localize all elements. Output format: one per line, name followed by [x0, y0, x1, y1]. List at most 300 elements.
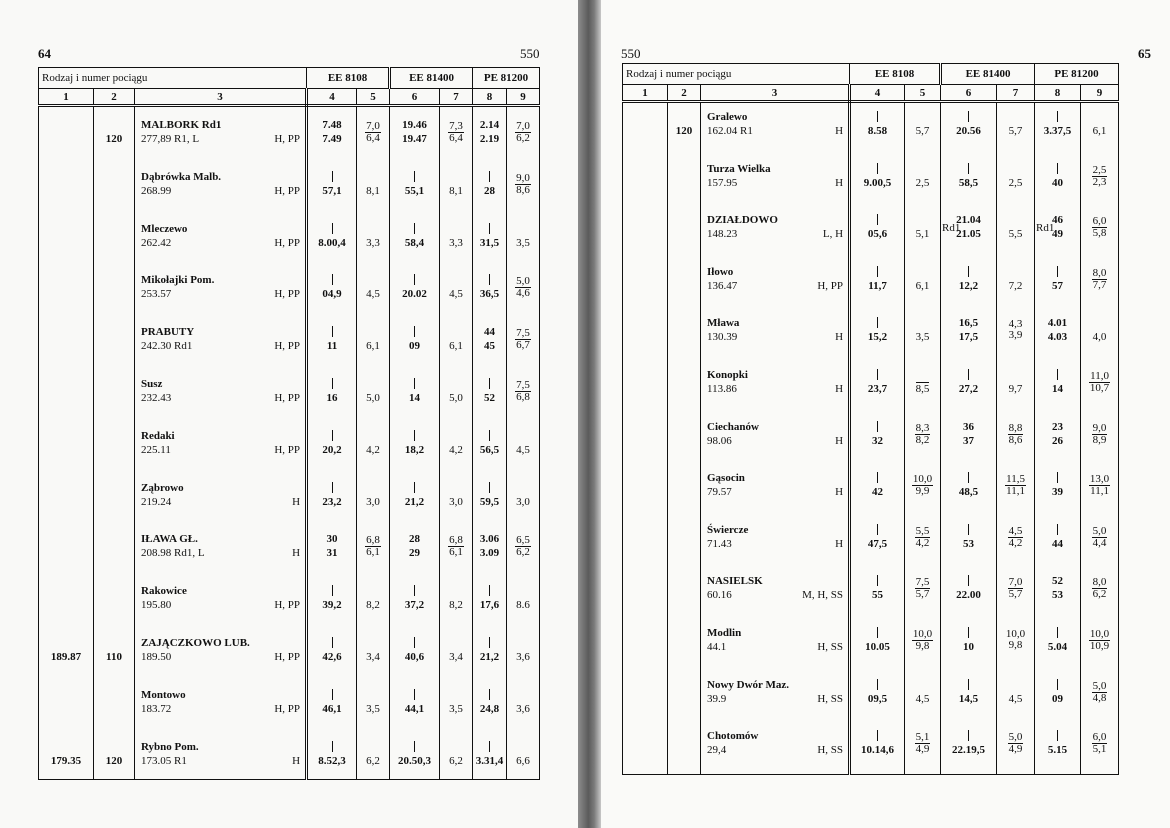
section-time [357, 444, 389, 456]
time-lower: 21.05 [956, 228, 981, 241]
time-lower: 09,5 [867, 692, 888, 705]
fraction-lower: 6,2 [1092, 588, 1107, 601]
section-time [440, 599, 472, 611]
time-lower: 24,8 [479, 702, 500, 715]
right-timetable-number: 550 [621, 46, 641, 61]
fraction-upper: 5,1 [915, 731, 930, 744]
fraction-upper: 5,0 [516, 275, 530, 288]
section-time-value: 3,0 [366, 495, 380, 508]
time-upper: 2.14 [479, 119, 500, 131]
fraction-upper: 7,0 [1008, 576, 1023, 589]
pass-through-mark [851, 266, 904, 280]
pass-through-mark [851, 214, 904, 228]
column-number: 6 [390, 89, 440, 106]
section-time [440, 535, 472, 558]
fraction-lower: 4,6 [516, 287, 530, 300]
time-lower: 5.15 [1047, 744, 1068, 757]
column-7 [997, 103, 1034, 774]
section-time-value: 8,5 [915, 383, 930, 395]
section-time-value: 6,6 [516, 754, 530, 767]
time-lower: 14 [409, 392, 421, 404]
section-time [440, 121, 472, 144]
section-time [905, 423, 940, 446]
section-time-value: 3,6 [516, 702, 530, 715]
time-upper: 46 [1052, 214, 1064, 227]
station-km: 98.06 [707, 434, 732, 447]
section-time [905, 474, 940, 497]
station-km: 71.43 [707, 537, 732, 550]
stack-upper: 10,0 [1005, 628, 1026, 640]
train-type-label: Rodzaj i numer pociągu [623, 64, 850, 85]
pass-through-mark [473, 741, 506, 755]
section-time [440, 237, 472, 249]
column-number: 5 [905, 85, 941, 102]
section-time-value: 4,0 [1092, 331, 1107, 344]
section-time [357, 496, 389, 508]
pass-through-mark [941, 111, 996, 125]
section-time-value: 2,5 [1008, 176, 1023, 189]
time-lower: 27,2 [958, 383, 979, 395]
fraction-upper: 8,8 [1008, 421, 1023, 434]
station-name: Rybno Pom. [141, 740, 199, 753]
column-3 [135, 107, 305, 779]
column-number: 6 [941, 85, 997, 102]
section-time-value: 5,0 [449, 392, 463, 404]
section-time-fraction [1092, 165, 1108, 188]
section-time-value: 3,5 [915, 331, 930, 344]
fraction-upper: 5,5 [915, 524, 930, 537]
pass-through-mark [390, 430, 439, 444]
column-number: 2 [94, 89, 135, 106]
time-lower: 10.14,6 [861, 744, 895, 757]
fraction-lower: 4,2 [915, 536, 930, 549]
platform-note: Rd1 [1036, 222, 1055, 235]
time-lower: 3.09 [479, 547, 500, 560]
section-time [440, 392, 472, 404]
time-lower: 17,5 [958, 331, 979, 344]
column-4 [308, 107, 356, 779]
fraction-upper: 6,0 [1092, 215, 1107, 228]
time-lower: 16 [326, 392, 338, 404]
section-time [997, 125, 1034, 137]
time-upper: 44 [484, 326, 496, 339]
section-time [357, 651, 389, 663]
section-time-fraction [515, 535, 531, 558]
section-time [357, 535, 389, 558]
column-number: 9 [507, 89, 540, 106]
time-lower: 21,2 [479, 651, 500, 663]
time-lower: 28 [484, 184, 496, 197]
pass-through-mark [851, 111, 904, 125]
fraction-upper: 2,5 [1092, 163, 1107, 176]
pass-through-mark [941, 575, 996, 589]
column-number: 7 [440, 89, 473, 106]
station-km: 113.86 [707, 383, 737, 395]
fraction-upper: 6,5 [516, 534, 530, 547]
station-codes: H, SS [817, 744, 844, 757]
station-name: Mikołajki Pom. [141, 274, 215, 287]
fraction-lower: 4,2 [1008, 536, 1023, 549]
time-lower: 52 [484, 392, 496, 404]
time-upper: 19.46 [402, 119, 427, 131]
section-time [507, 651, 539, 663]
section-time [507, 380, 539, 403]
section-time [440, 651, 472, 663]
section-time [997, 474, 1034, 497]
time-upper: 21.04 [956, 214, 981, 227]
fraction-lower: 5,1 [1092, 743, 1107, 756]
section-time-value: 3,6 [516, 651, 530, 663]
fraction-lower: 6,1 [449, 546, 463, 559]
time-lower: 59,5 [479, 495, 500, 508]
right-timetable [622, 63, 1119, 775]
pass-through-mark [390, 274, 439, 288]
column-2 [668, 103, 700, 774]
station-name: Montowo [141, 688, 186, 701]
section-time [507, 237, 539, 249]
pass-through-mark [390, 171, 439, 185]
section-time-fraction [1005, 474, 1026, 497]
section-time [905, 228, 940, 240]
column-7 [440, 107, 472, 779]
section-time-fraction [1092, 681, 1108, 704]
section-time [440, 703, 472, 715]
fraction-lower: 8,6 [1008, 433, 1023, 446]
time-lower: 58,5 [958, 176, 979, 189]
station-codes: H, SS [817, 641, 844, 653]
fraction-lower: 11,1 [1090, 485, 1109, 498]
fraction-upper: 7,0 [516, 120, 530, 132]
time-lower: 3.31,4 [475, 754, 504, 767]
time-lower: 15,2 [867, 331, 888, 344]
time-upper: 7.48 [322, 119, 342, 131]
section-time [1081, 423, 1118, 446]
station-name: Gąsocin [707, 472, 745, 485]
station-codes: H [835, 537, 844, 550]
section-time [997, 280, 1034, 292]
fraction-lower: 6,2 [516, 546, 530, 559]
pass-through-mark [390, 482, 439, 496]
column-number: 5 [357, 89, 390, 106]
pass-through-mark [1035, 679, 1080, 693]
fraction-lower: 5,7 [1008, 588, 1023, 601]
station-codes: H [835, 383, 844, 395]
station-km: 253.57 [141, 288, 172, 301]
station-codes: H, PP [274, 443, 301, 456]
pass-through-mark [473, 585, 506, 599]
station-km: 183.72 [141, 702, 172, 715]
pass-through-mark [308, 274, 356, 288]
time-lower: 39 [1052, 486, 1064, 499]
section-time [1081, 216, 1118, 239]
section-time-value: 8,1 [366, 184, 380, 197]
fraction-lower: 5,8 [1092, 227, 1107, 240]
line-speed: 110 [106, 651, 122, 663]
section-time-value: 4,5 [516, 443, 530, 456]
section-time-fraction [1008, 423, 1024, 446]
time-lower: 40 [1052, 176, 1064, 189]
fraction-upper: 7,5 [516, 327, 530, 340]
fraction-upper: 9,0 [1092, 421, 1107, 434]
pass-through-mark [308, 326, 356, 340]
station-km: 130.39 [707, 331, 738, 344]
station-name: Ząbrowo [141, 481, 184, 494]
section-time [440, 288, 472, 300]
pass-through-mark [1035, 730, 1080, 744]
train-number-header: EE 81400 [390, 68, 473, 89]
pass-through-mark [390, 585, 439, 599]
section-time-value: 5,5 [1008, 228, 1023, 241]
section-time-stack [1008, 319, 1024, 341]
time-upper: 28 [409, 533, 421, 546]
pass-through-mark [390, 326, 439, 340]
section-time-value: 8,2 [449, 599, 463, 612]
section-time [997, 693, 1034, 705]
section-time-value: 3,4 [366, 651, 380, 663]
fraction-lower: 9,8 [915, 640, 930, 652]
section-time [357, 121, 389, 144]
station-codes: H [835, 176, 844, 189]
section-time [1081, 681, 1118, 704]
time-lower: 05,6 [867, 228, 888, 241]
station-km: 136.47 [707, 279, 738, 292]
station-name: Gralewo [707, 111, 748, 123]
pass-through-mark [941, 369, 996, 383]
pass-through-mark [851, 163, 904, 177]
right-page-number: 65 [1138, 46, 1151, 61]
station-name: DZIAŁDOWO [707, 214, 778, 227]
time-lower: 57,1 [322, 184, 342, 197]
column-9 [1081, 103, 1118, 774]
section-time [440, 755, 472, 767]
time-upper: 16,5 [958, 317, 979, 330]
stack-upper: 4,3 [1008, 318, 1023, 331]
time-lower: 14 [1052, 383, 1064, 395]
column-4 [851, 103, 904, 774]
time-lower: 8.58 [867, 125, 888, 137]
section-time [357, 599, 389, 611]
fraction-upper: 6,8 [449, 534, 463, 547]
section-time-fraction [1092, 526, 1108, 549]
pass-through-mark [390, 741, 439, 755]
left-page-number: 64 [38, 46, 51, 61]
station-codes: H, PP [274, 340, 301, 353]
pass-through-mark [1035, 627, 1080, 641]
section-time-fraction [365, 535, 381, 558]
book-gutter [578, 0, 601, 828]
platform-note: Rd1 [942, 222, 961, 235]
station-name: Świercze [707, 523, 749, 536]
pass-through-mark [473, 482, 506, 496]
section-time [507, 496, 539, 508]
pass-through-mark [308, 482, 356, 496]
time-lower: 29 [409, 547, 421, 560]
column-2 [94, 107, 134, 779]
section-time [507, 444, 539, 456]
pass-through-mark [390, 378, 439, 392]
station-km: 60.16 [707, 589, 732, 602]
fraction-lower: 10,9 [1089, 640, 1110, 652]
section-time-value: 4,5 [366, 288, 380, 301]
section-time [1081, 577, 1118, 600]
section-time [997, 577, 1034, 600]
station-codes: H, PP [817, 279, 844, 292]
station-km: 208.98 Rd1, L [141, 547, 205, 560]
fraction-lower: 4,4 [1092, 536, 1107, 549]
section-time-fraction [1092, 577, 1108, 600]
train-number-header: EE 8108 [307, 68, 390, 89]
station-codes: H [292, 754, 301, 767]
section-time [357, 703, 389, 715]
section-time [507, 276, 539, 299]
fraction-upper: 7,5 [516, 379, 530, 391]
time-upper: 3.06 [479, 533, 500, 546]
section-time-fraction [448, 121, 464, 144]
fraction-lower: 4,9 [1008, 743, 1023, 756]
section-time [1081, 165, 1118, 188]
fraction-lower: 4,9 [915, 743, 930, 756]
section-time-value: 3,0 [516, 495, 530, 508]
section-time-value: 3,0 [449, 495, 463, 508]
time-lower: 09 [1052, 692, 1064, 705]
station-name: Rakowice [141, 585, 187, 598]
km-junction: 189.87 [50, 651, 82, 663]
station-km: 189.50 [141, 651, 172, 663]
time-lower: 47,5 [867, 537, 888, 550]
section-time [1081, 474, 1118, 497]
fraction-lower: 6,8 [516, 391, 530, 403]
time-lower: 2.19 [479, 133, 500, 145]
time-lower: 55,1 [404, 184, 425, 197]
time-lower: 11,7 [868, 279, 887, 292]
pass-through-mark [851, 317, 904, 331]
time-lower: 09 [409, 340, 421, 353]
section-time-value: 8,1 [449, 184, 463, 197]
station-codes: H [835, 434, 844, 447]
column-3 [701, 103, 848, 774]
time-lower: 11 [326, 340, 338, 353]
section-time [507, 173, 539, 196]
column-number: 8 [1035, 85, 1081, 102]
section-time-fraction [1089, 474, 1110, 497]
time-lower: 14,5 [958, 692, 979, 705]
section-time-value: 3,5 [516, 236, 530, 249]
section-time-value: 4,5 [449, 288, 463, 301]
section-time-fraction [915, 526, 931, 549]
fraction-upper: 8,3 [915, 421, 930, 434]
time-lower: 53 [1052, 589, 1064, 602]
section-time [905, 526, 940, 549]
section-time-fraction [1089, 371, 1110, 394]
fraction-upper: 4,5 [1008, 524, 1023, 537]
section-time-fraction [912, 474, 933, 497]
time-upper: 23 [1052, 420, 1064, 433]
pass-through-mark [1035, 472, 1080, 486]
fraction-lower: 9,9 [915, 485, 930, 498]
column-number: 3 [701, 85, 850, 102]
section-time-fraction [1092, 423, 1108, 446]
section-time [507, 599, 539, 611]
time-lower: 8.00,4 [318, 236, 346, 249]
pass-through-mark [390, 223, 439, 237]
station-name: Chotomów [707, 730, 759, 743]
section-time [905, 177, 940, 189]
section-time-fraction [915, 423, 931, 446]
pass-through-mark [941, 524, 996, 538]
section-time-value: 4,5 [915, 692, 930, 705]
pass-through-mark [473, 171, 506, 185]
pass-through-mark [308, 689, 356, 703]
section-time [997, 228, 1034, 240]
time-lower: 48,5 [958, 486, 979, 499]
column-1 [39, 107, 93, 779]
pass-through-mark [308, 430, 356, 444]
station-km: 29,4 [707, 744, 727, 757]
section-time-fraction [515, 276, 531, 299]
station-km: 262.42 [141, 236, 172, 249]
section-time-value: 5,0 [366, 392, 380, 404]
column-8 [1035, 103, 1080, 774]
section-time-fraction [515, 380, 531, 403]
pass-through-mark [473, 378, 506, 392]
fraction-upper: 9,0 [516, 171, 530, 184]
column-number: 8 [473, 89, 507, 106]
station-name: ZAJĄCZKOWO LUB. [141, 637, 250, 649]
time-lower: 12,2 [958, 279, 979, 292]
section-time [905, 693, 940, 705]
section-time-value: 6,1 [915, 279, 930, 292]
station-codes: H, PP [274, 288, 301, 301]
pass-through-mark [473, 637, 506, 651]
column-number: 1 [623, 85, 668, 102]
stack-lower: 3,9 [1008, 329, 1023, 342]
column-1 [623, 103, 667, 774]
column-number: 4 [850, 85, 905, 102]
pass-through-mark [941, 266, 996, 280]
section-time-fraction [1092, 732, 1108, 755]
pass-through-mark [851, 472, 904, 486]
time-lower: 42,6 [322, 651, 342, 663]
section-time [997, 177, 1034, 189]
time-upper: 4.01 [1047, 317, 1068, 330]
station-name: Susz [141, 378, 163, 390]
station-km: 162.04 R1 [707, 125, 753, 137]
pass-through-mark [851, 369, 904, 383]
time-lower: 17,6 [479, 599, 500, 612]
section-time [1081, 629, 1118, 652]
station-codes: H [835, 486, 844, 499]
fraction-lower: 6,4 [366, 132, 380, 144]
section-time-fraction [515, 328, 531, 351]
fraction-lower: 6,2 [516, 132, 530, 144]
fraction-lower: 8,2 [915, 433, 930, 446]
section-time [997, 383, 1034, 395]
station-km: 277,89 R1, L [141, 133, 200, 145]
section-time-value: 2,5 [915, 176, 930, 189]
stack-lower: 9,8 [1008, 639, 1023, 651]
section-time [905, 331, 940, 343]
time-lower: 44 [1052, 537, 1064, 550]
section-time-value: 6,1 [366, 340, 380, 353]
time-lower: 10 [963, 641, 975, 653]
time-lower: 42 [872, 486, 884, 499]
station-name: Konopki [707, 369, 748, 381]
time-lower: 56,5 [479, 443, 500, 456]
section-time-fraction [515, 173, 531, 196]
section-time [357, 755, 389, 767]
section-time-stack [1005, 629, 1026, 651]
pass-through-mark [941, 163, 996, 177]
